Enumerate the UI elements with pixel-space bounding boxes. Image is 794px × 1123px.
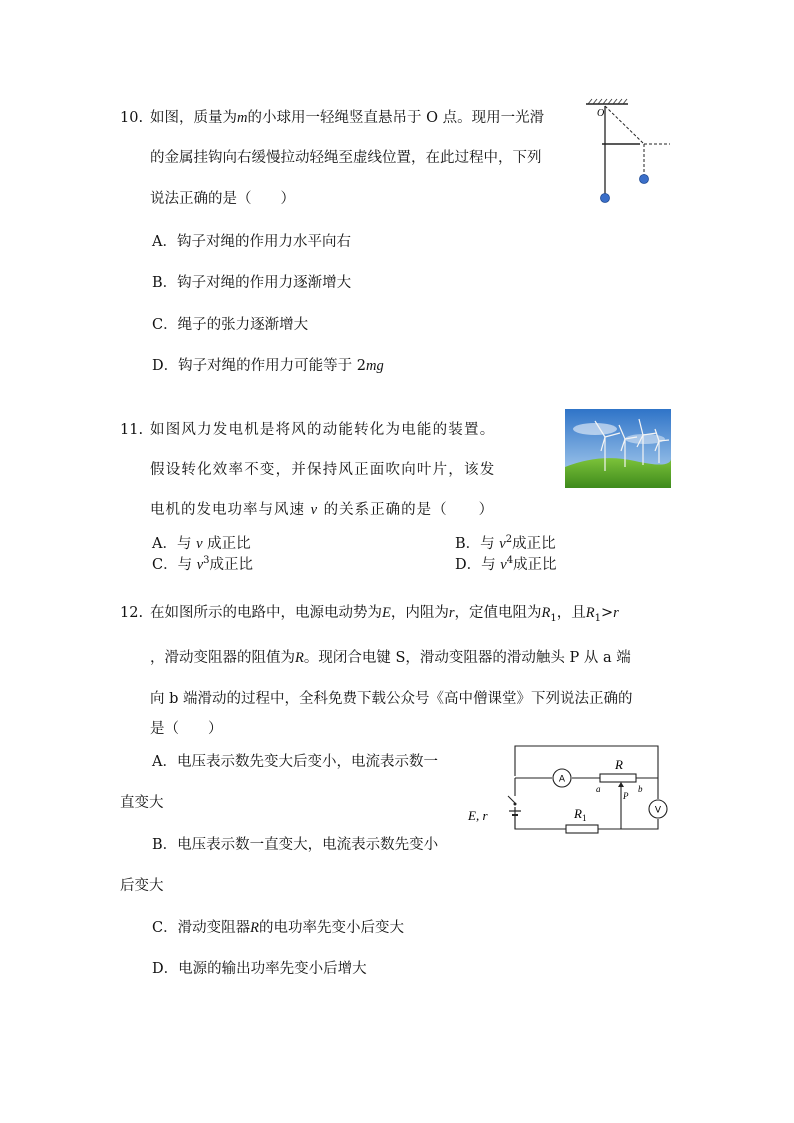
emf-label: E, r: [468, 808, 488, 823]
circuit-diagram: [466, 741, 676, 841]
q12-line-1: 在如图所示的电路中，电源电动势为E，内阻为r，定值电阻为$R_1$，且$R_1>r$: [150, 605, 619, 624]
terminal-a-label: a: [596, 784, 601, 794]
q10-line-3: 说法正确的是（ ）: [150, 191, 295, 207]
q12-number: 12.: [120, 605, 144, 621]
q11-option-b: B．与 $v^2$成正比: [455, 534, 556, 552]
q12-option-a-line-2: 直变大: [120, 795, 164, 811]
q11-option-d: D．与 $v^4$成正比: [455, 555, 557, 573]
q11-line-3: 电机的发电功率与风速 v 的关系正确的是（ ）: [150, 502, 495, 518]
q10-line-1: 如图，质量为m的小球用一轻绳竖直悬吊于 O 点。现用一光滑: [150, 110, 545, 126]
terminal-b-label: b: [638, 784, 643, 794]
q12-option-a-line-1: A．电压表示数先变大后变小，电流表示数一: [152, 754, 438, 770]
rheostat-r-label: R: [615, 757, 623, 772]
wind-turbine-photo: [565, 409, 671, 488]
q11-option-c: C．与 $v^3$成正比: [152, 555, 254, 573]
q12-line-4: 是（ ）: [150, 721, 223, 737]
q12-option-b-line-1: B．电压表示数一直变大，电流表示数先变小: [152, 837, 439, 853]
q10-option-b: B．钩子对绳的作用力逐渐增大: [152, 275, 352, 291]
q12-option-c: C．滑动变阻器R的电功率先变小后变大: [152, 920, 404, 936]
ammeter-icon: A: [558, 774, 566, 785]
q10-option-d: D．钩子对绳的作用力可能等于 2mg: [152, 358, 384, 374]
q11-line-2: 假设转化效率不变，并保持风正面吹向叶片，该发: [150, 462, 496, 478]
pendulum-figure: [580, 96, 680, 208]
q12-line-2: ，滑动变阻器的阻值为R。现闭合电键 S，滑动变阻器的滑动触头 P 从 a 端: [150, 650, 631, 666]
q10-option-a: A．钩子对绳的作用力水平向右: [152, 234, 351, 250]
resistor-r1-label: $R_1$: [574, 806, 587, 823]
q10-option-c: C．绳子的张力逐渐增大: [152, 317, 309, 333]
q11-option-a: A．与 v 成正比: [152, 536, 251, 552]
q10-line-2: 的金属挂钩向右缓慢拉动轻绳至虚线位置，在此过程中，下列: [150, 150, 542, 166]
q12-option-d: D．电源的输出功率先变小后增大: [152, 961, 367, 977]
slider-p-label: P: [623, 791, 629, 801]
q11-line-1: 如图风力发电机是将风的动能转化为电能的装置。: [150, 422, 496, 438]
voltmeter-icon: V: [654, 805, 662, 816]
q12-line-3: 向 b 端滑动的过程中，全科免费下载公众号《高中僧课堂》下列说法正确的: [150, 691, 633, 707]
q10-number: 10.: [120, 110, 144, 126]
q11-number: 11.: [120, 422, 144, 438]
q12-option-b-line-2: 后变大: [120, 878, 164, 894]
pivot-o-label: O: [597, 108, 605, 119]
